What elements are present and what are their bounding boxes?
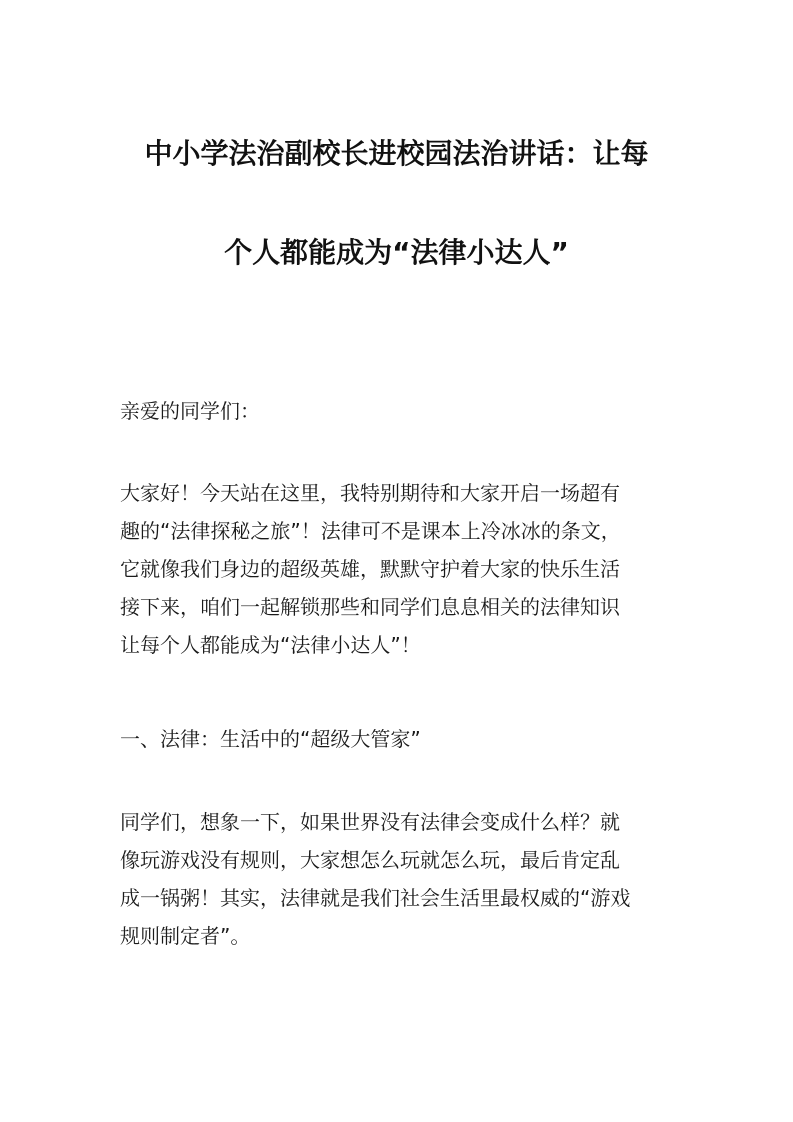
section-1-line: 同学们，想象一下，如果世界没有法律会变成什么样？就 xyxy=(120,810,620,834)
intro-paragraph xyxy=(120,474,680,664)
intro-line: 趣的“法律探秘之旅”！法律可不是课本上冷冰冰的条文， xyxy=(120,519,621,543)
intro-line: 接下来，咱们一起解锁那些和同学们息息相关的法律知识 xyxy=(120,595,620,619)
section-1-paragraph xyxy=(120,803,680,955)
section-1-heading xyxy=(120,720,680,758)
section-1-line: 成一锅粥！其实，法律就是我们社会生活里最权威的“游戏 xyxy=(120,886,631,910)
greeting-text: 亲爱的同学们： xyxy=(120,399,260,423)
section-1-line: 像玩游戏没有规则，大家想怎么玩就怎么玩，最后肯定乱 xyxy=(120,848,620,872)
document-title-line-1: 中小学法治副校长进校园法治讲话：让每 xyxy=(144,137,649,170)
section-1-line: 规则制定者”。 xyxy=(120,924,251,948)
intro-line: 它就像我们身边的超级英雄，默默守护着大家的快乐生活 xyxy=(120,557,620,581)
section-heading-text: 一、法律：生活中的“超级大管家” xyxy=(120,727,421,751)
intro-line: 大家好！今天站在这里，我特别期待和大家开启一场超有 xyxy=(120,481,620,505)
intro-line: 让每个人都能成为“法律小达人”！ xyxy=(120,633,421,657)
document-title-line-2: 个人都能成为“法律小达人” xyxy=(224,236,569,269)
greeting-paragraph xyxy=(120,392,680,430)
